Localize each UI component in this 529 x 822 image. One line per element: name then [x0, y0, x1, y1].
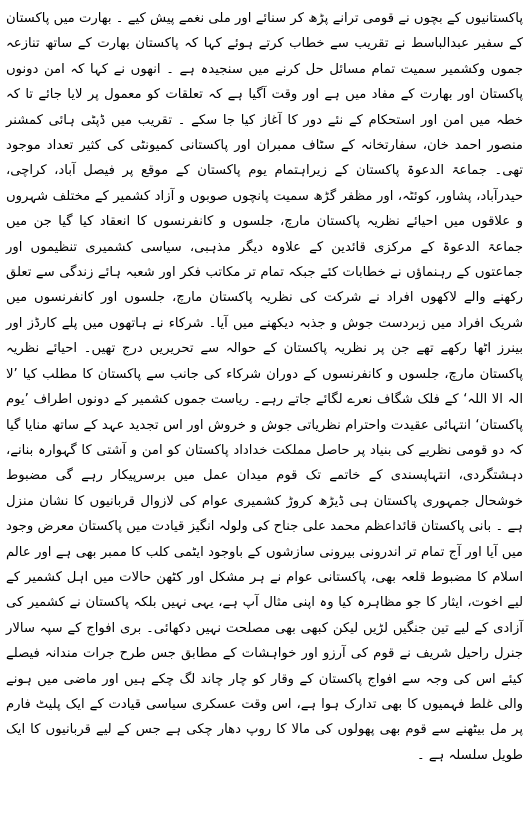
article-body-text: پاکستانیوں کے بچوں نے قومی ترانے پڑھ کر سنائے اور ملی نغمے پیش کیے ۔ بھارت میں پاکستان کے سفیر عبدالباسط نے تقریب سے خطاب کرتے ہوئے کہا کہ پاکستان بھارت کے ساتھ تنازعہ جموں وکشمیر سمیت تمام مسائل حل کرنے میں سنجیدہ ہے ۔ انھوں نے کہا کہ امن دونوں پاکستان اور بھارت کے مفاد میں ہے اور وقت آگیا ہے کہ تعلقات کو معمول پر لایا جائے تا کہ خطہ میں امن اور استحکام کے نئے دور کا آغاز کیا جا سکے ۔ تقریب میں ڈپٹی ہائی کمشنر منصور احمد خان، سفارتخانہ کے سٹاف ممبران اور پاکستانی کمیونٹی کی کثیر تعداد موجود تھی۔ جماعۃ الدعوۃ پاکستان کے زیراہتمام یوم پاکستان کے موقع پر فیصل آباد، کراچی، حیدرآباد، پشاور، کوئٹہ، اور مظفر گڑھ سمیت پانچوں صوبوں و آزاد کشمیر کے مختلف شہروں و علاقوں میں احیائے نظریہ پاکستان مارچ، جلسوں و کانفرنسوں کا انعقاد کیا گیا جن میں جماعۃ الدعوۃ کے مرکزی قائدین کے علاوہ دیگر مذہبی، سیاسی کشمیری تنظیموں اور جماعتوں کے رہنماؤں نے خطابات کئے جبکہ تمام تر مکاتب فکر اور شعبہ ہائے زندگی سے تعلق رکھنے والے لاکھوں افراد نے شرکت کی نظریہ پاکستان مارچ، جلسوں اور کانفرنسوں میں شریک افراد میں زبردست جوش و جذبہ دیکھنے میں آیا۔ شرکاء نے ہاتھوں میں پلے کارڈز اور بینرز اٹھا رکھے تھے جن پر نظریہ پاکستان کے حوالہ سے تحریریں درج تھیں۔ احیائے نظریہ پاکستان مارچ، جلسوں و کانفرنسوں کے دوران شرکاء کی جانب سے پاکستان کا مطلب کیا ’لا الہ الا اللہ‘ کے فلک شگاف نعرے لگائے جاتے رہے۔ ریاست جموں کشمیر کے دونوں اطراف ’یوم پاکستان‘ انتہائی عقیدت واحترام نظریاتی جوش و خروش اور اس تجدید عہد کے ساتھ منایا گیا کہ دو قومی نظریے کی بنیاد پر حاصل مملکت خداداد پاکستان کو امن و آشتی کا گہوارہ بنانے، دہشتگردی، انتہاپسندی کے خاتمے تک قوم میدان عمل میں برسرپیکار رہے گی مضبوط خوشحال جمہوری پاکستان ہی ڈیڑھ کروڑ کشمیری عوام کی لازوال قربانیوں کا نشان منزل ہے ۔ بانی پاکستان قائداعظم محمد علی جناح کی ولولہ انگیز قیادت میں پاکستان معرض وجود میں آیا اور آج تمام تر اندرونی بیرونی سازشوں کے باوجود ایٹمی کلب کا ممبر بھی ہے اور عالم اسلام کا مضبوط قلعہ بھی، پاکستانی عوام نے ہر مشکل اور کٹھن حالات میں اہل کشمیر کے لیے اخوت، ایثار کا جو مظاہرہ کیا وہ اپنی مثال آپ ہے، یہی نہیں بلکہ پاکستان نے کشمیر کی آزادی کے لیے تین جنگیں لڑیں لیکن کبھی بھی مصلحت نہیں دکھائی۔ بری افواج کے سپہ سالار جنرل راحیل شریف نے قوم کی آرزو اور خواہشات کے مطابق جس طرح جرات مندانہ فیصلے کیئے اس کی وجہ سے افواج پاکستان کے وقار کو چار چاند لگ چکے ہیں اور ماضی میں ہونے والی غلط فہمیوں کا بھی تدارک ہوا ہے، اس وقت عسکری سیاسی قیادت کے ایک پلیٹ فارم پر مل بیٹھنے سے قوم بھی پھولوں کی مالا کا روپ دھار چکی ہے جس کے لیے قربانیوں کا ایک طویل سلسلہ ہے ۔ — [6, 11, 523, 763]
